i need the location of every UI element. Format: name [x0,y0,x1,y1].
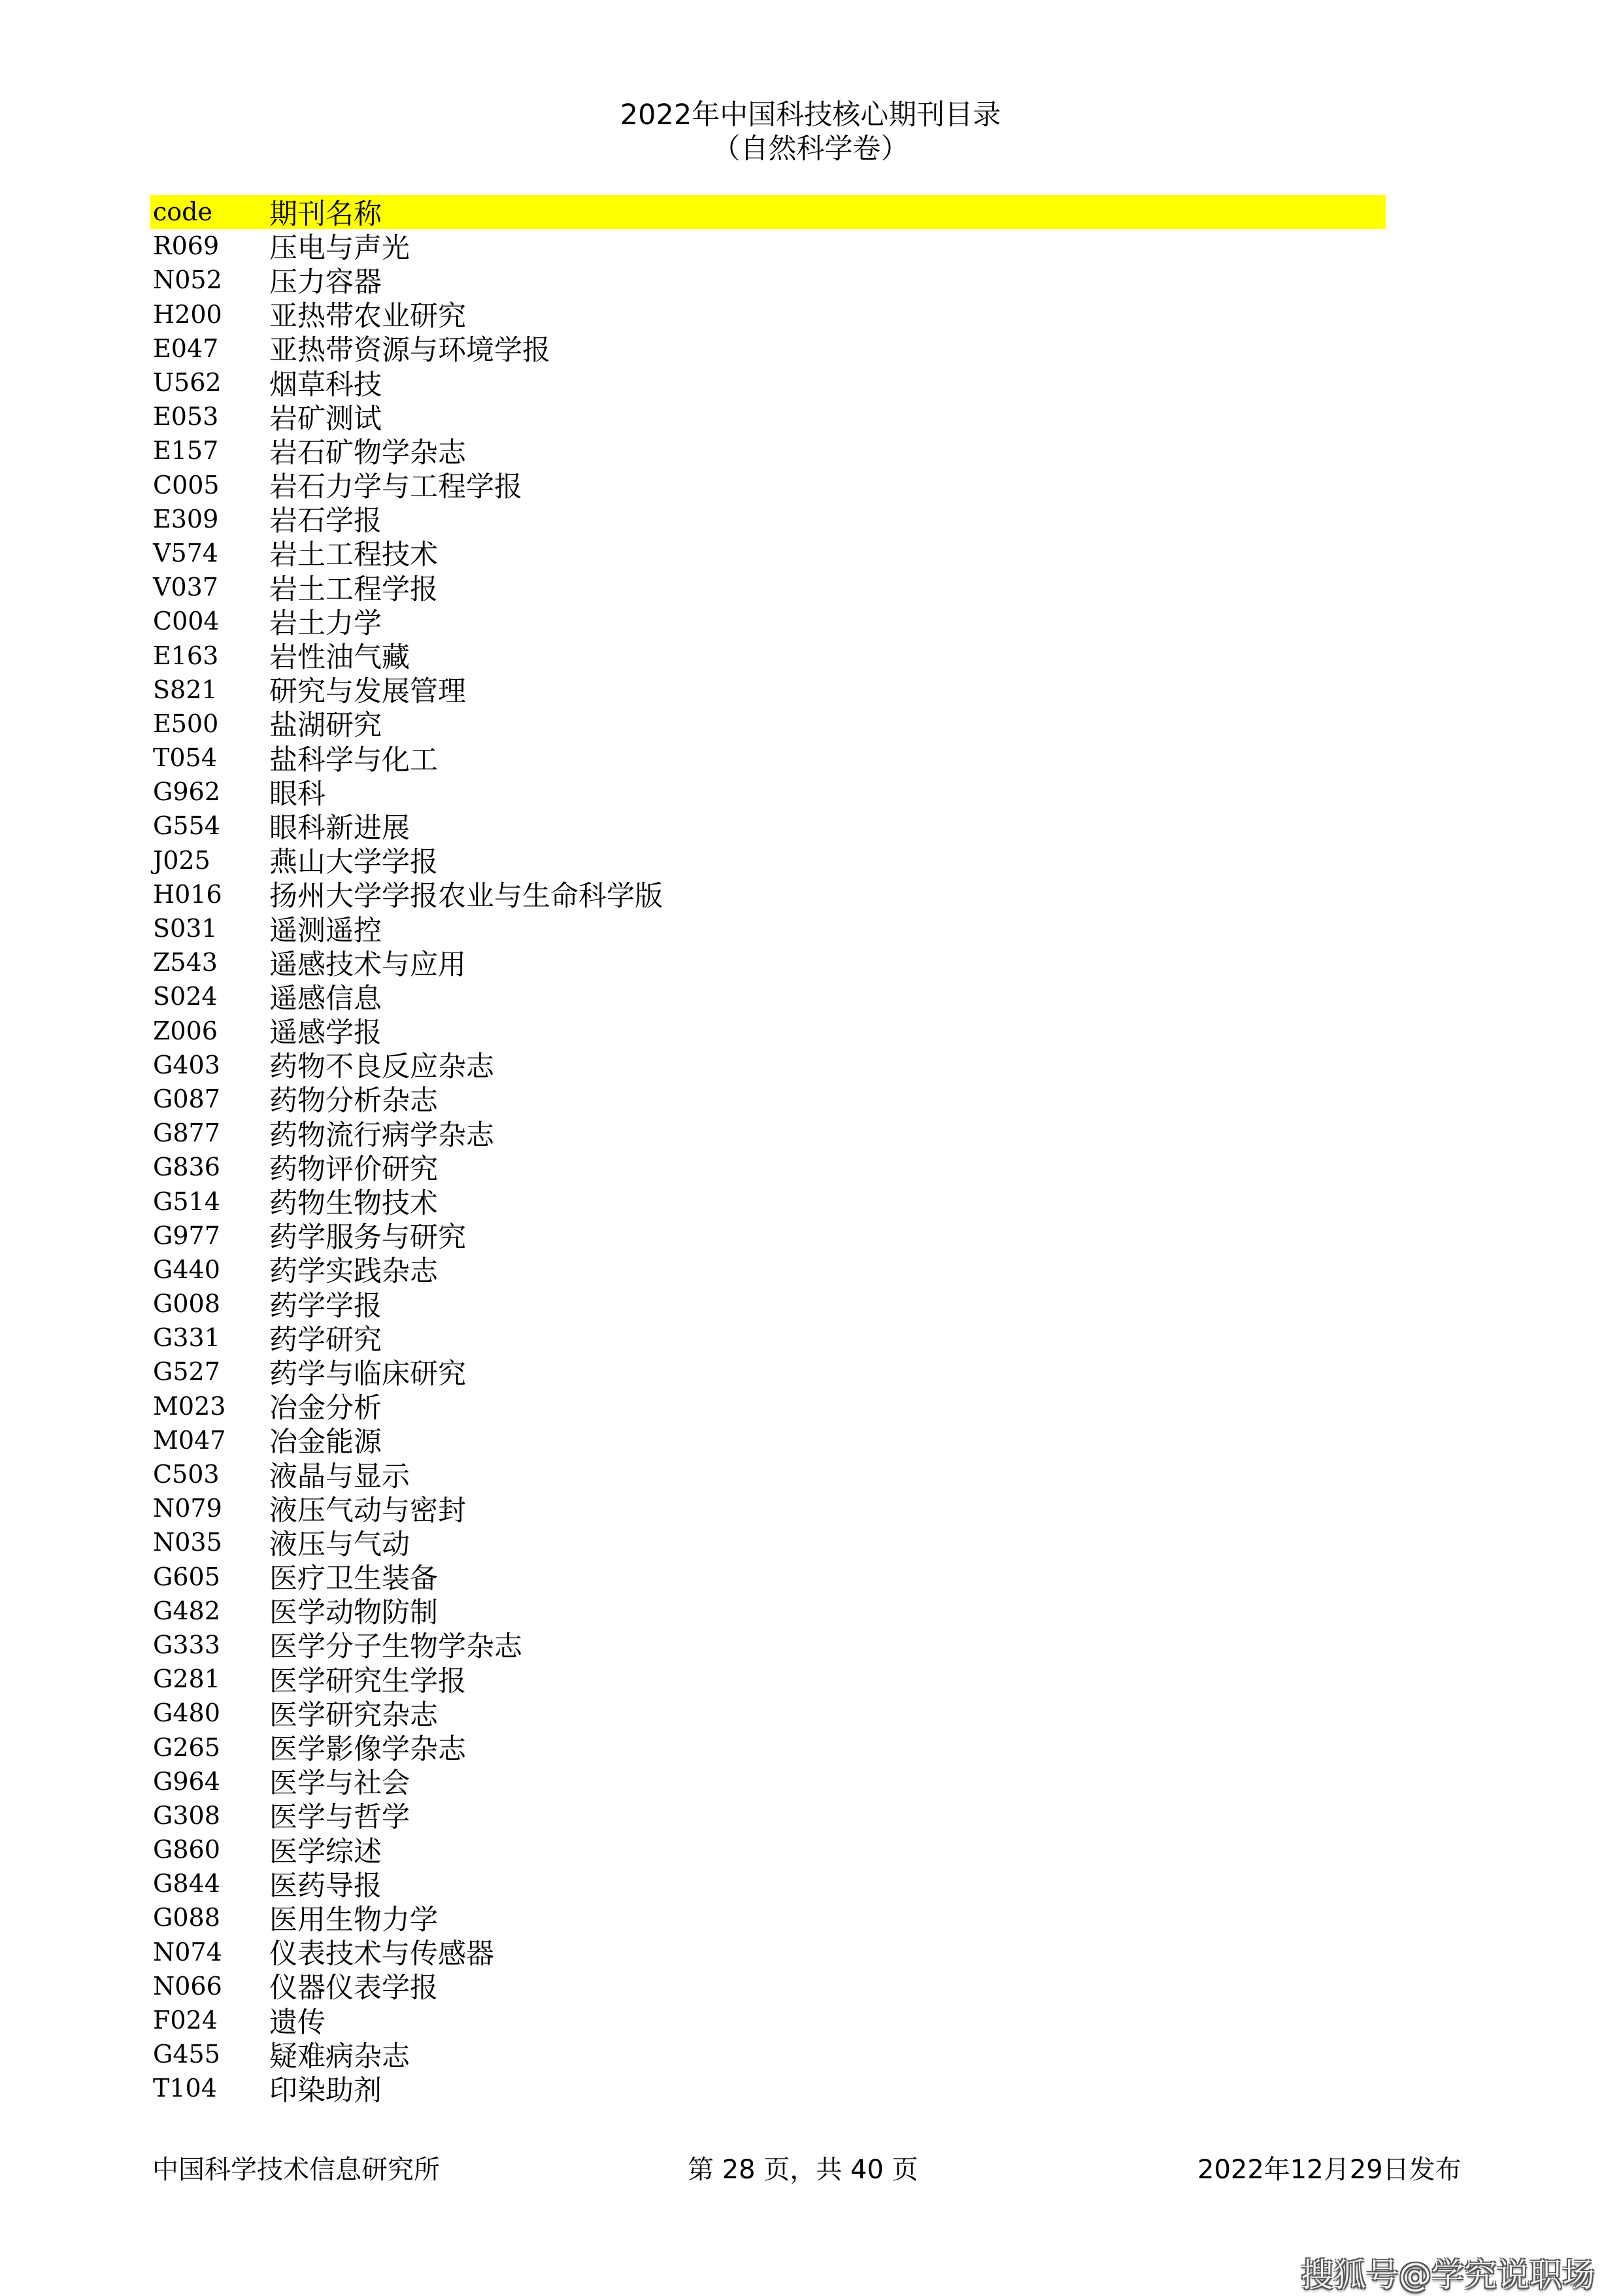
table-row [150,1764,1386,1798]
journal-name: 研究与发展管理 [269,675,466,709]
table-row [150,1900,1386,1934]
table-header-row [150,195,1386,229]
footer-release-date: 2022年12月29日发布 [1197,2155,1462,2185]
journal-name: 医学研究生学报 [269,1664,466,1698]
document-subtitle: （自然科学卷） [712,133,909,165]
journal-code: V037 [153,573,218,602]
journal-name: 医学动物防制 [269,1596,438,1630]
journal-code: N079 [153,1494,222,1523]
journal-name: 遥测遥控 [269,914,382,947]
journal-code: G482 [153,1596,220,1625]
journal-name: 盐科学与化工 [269,743,438,777]
table-row [150,536,1386,570]
journal-name: 岩矿测试 [269,402,382,435]
journal-code: G844 [153,1869,220,1899]
journal-name: 仪器仪表学报 [269,1972,438,2005]
journal-code: Z006 [153,1016,218,1045]
journal-code: G554 [153,811,220,841]
table-row [150,1253,1386,1287]
journal-name: 压电与声光 [269,231,410,265]
journal-name: 药学服务与研究 [269,1221,466,1255]
journal-code: E309 [153,504,219,533]
journal-code: F024 [153,2006,218,2035]
journal-name: 医学研究杂志 [269,1698,438,1732]
journal-name: 医学与哲学 [269,1801,410,1834]
journal-code: T054 [153,743,217,773]
table-row [150,433,1386,467]
table-row [150,877,1386,911]
watermark: 搜狐号@学究说职场 [1301,2256,1595,2294]
table-row [150,1662,1386,1696]
table-row [150,1730,1386,1764]
journal-code: G403 [153,1050,220,1079]
journal-name: 遥感信息 [269,982,382,1015]
table-row [150,365,1386,399]
table-row [150,1116,1386,1150]
table-row [150,1628,1386,1662]
journal-name: 印染助剂 [269,2074,382,2107]
table-row [150,604,1386,638]
table-body [150,229,1386,2105]
journal-name: 眼科新进展 [269,811,410,845]
journal-name: 医学与社会 [269,1767,410,1800]
journal-code: G605 [153,1562,220,1591]
footer-publisher: 中国科学技术信息研究所 [152,2155,440,2185]
table-row [150,1219,1386,1253]
journal-code: E047 [153,333,219,363]
document-title: 2022年中国科技核心期刊目录 [620,99,1001,131]
table-row [150,1150,1386,1184]
table-row [150,843,1386,877]
journal-name: 药学研究 [269,1323,382,1357]
journal-code: E157 [153,436,219,465]
journal-code: G527 [153,1357,220,1387]
journal-name: 冶金分析 [269,1392,382,1425]
journal-code: G480 [153,1698,220,1728]
journal-name: 医学综述 [269,1835,382,1868]
journal-name: 烟草科技 [269,368,382,401]
journal-code: E053 [153,402,219,431]
table-row [150,1560,1386,1594]
table-row [150,1969,1386,2003]
table-row [150,979,1386,1013]
journal-code: S031 [153,914,218,943]
journal-code: V574 [153,538,218,567]
journal-name: 燕山大学学报 [269,846,438,879]
table-row [150,297,1386,331]
journal-code: G008 [153,1289,220,1319]
journal-code: G836 [153,1153,220,1182]
table-row [150,1048,1386,1082]
journal-name: 医学影像学杂志 [269,1733,466,1766]
table-row [150,2003,1386,2037]
journal-name: 亚热带资源与环境学报 [269,334,550,367]
journal-name: 冶金能源 [269,1426,382,1459]
table-row [150,945,1386,979]
journal-name: 药物不良反应杂志 [269,1051,494,1084]
journal-code: G514 [153,1187,220,1216]
table-row [150,2071,1386,2105]
journal-code: C004 [153,607,220,636]
table-row [150,1935,1386,1969]
journal-name: 药学与临床研究 [269,1357,466,1391]
table-row [150,1832,1386,1866]
table-row [150,1355,1386,1389]
table-row [150,229,1386,263]
journal-code: N074 [153,1937,222,1967]
journal-code: R069 [153,231,220,261]
journal-name: 医疗卫生装备 [269,1562,438,1596]
table-row [150,1525,1386,1559]
journal-code: E500 [153,709,219,738]
journal-name: 药物分析杂志 [269,1085,438,1118]
table-row [150,502,1386,536]
journal-code: G962 [153,777,220,807]
journal-name: 岩土工程学报 [269,573,438,606]
table-row [150,707,1386,741]
journal-name: 岩性油气藏 [269,641,410,675]
table-row [150,638,1386,675]
journal-name: 医学分子生物学杂志 [269,1630,522,1664]
journal-code: C005 [153,470,220,499]
journal-code: N035 [153,1528,222,1557]
table-row [150,1014,1386,1048]
table-row [150,2037,1386,2071]
table-row [150,1594,1386,1628]
journal-name: 液晶与显示 [269,1460,410,1493]
journal-code: G440 [153,1255,220,1284]
journal-code: G977 [153,1221,220,1250]
journal-name: 岩土工程技术 [269,539,438,572]
journal-name: 液压与气动 [269,1528,410,1561]
journal-name: 扬州大学学报农业与生命科学版 [269,880,663,913]
journal-code: G455 [153,2040,220,2069]
journal-name: 疑难病杂志 [269,2040,410,2073]
journal-name: 医药导报 [269,1869,382,1902]
journal-name: 遥感学报 [269,1017,382,1050]
journal-name: 亚热带农业研究 [269,300,466,333]
journal-name: 仪表技术与传感器 [269,1938,494,1971]
journal-name: 盐湖研究 [269,709,382,743]
journal-name: 药学学报 [269,1289,382,1323]
journal-code: G331 [153,1323,220,1353]
journal-name: 岩石矿物学杂志 [269,436,466,469]
journal-code: T104 [153,2074,217,2103]
table-row [150,775,1386,809]
journal-code: Z543 [153,948,218,977]
journal-code: J025 [153,845,210,875]
table-row [150,1321,1386,1355]
table-row [150,911,1386,945]
journal-code: G088 [153,1903,220,1933]
journal-name: 液压气动与密封 [269,1494,466,1527]
journal-code: C503 [153,1460,220,1489]
table-row [150,1866,1386,1900]
table-row [150,1457,1386,1491]
journal-name: 岩石力学与工程学报 [269,471,522,504]
journal-code: G281 [153,1664,220,1694]
journal-code: G265 [153,1732,220,1762]
journal-name: 药学实践杂志 [269,1255,438,1289]
table-row [150,809,1386,843]
journal-table [150,195,1386,2106]
table-row [150,673,1386,707]
table-row [150,1491,1386,1525]
footer-page-number: 第 28 页，共 40 页 [688,2155,918,2185]
journal-code: G860 [153,1835,220,1865]
journal-code: G087 [153,1084,220,1113]
header-code: code [153,197,212,227]
journal-code: S821 [153,675,218,704]
table-row [150,1287,1386,1321]
table-row [150,1696,1386,1730]
table-row [150,263,1386,297]
table-row [150,1389,1386,1423]
journal-code: S024 [153,982,218,1011]
journal-name: 遗传 [269,2006,326,2039]
table-row [150,741,1386,775]
journal-code: G964 [153,1766,220,1796]
header-name: 期刊名称 [269,197,382,231]
journal-code: G333 [153,1630,220,1659]
journal-code: E163 [153,641,219,670]
table-row [150,399,1386,433]
journal-name: 岩土力学 [269,607,382,640]
journal-name: 眼科 [269,777,326,811]
journal-code: N066 [153,1971,222,2001]
table-row [150,1082,1386,1116]
journal-name: 医用生物力学 [269,1903,438,1936]
journal-code: G308 [153,1800,220,1830]
journal-code: G877 [153,1119,220,1148]
journal-code: N052 [153,265,222,295]
journal-code: M047 [153,1425,226,1455]
table-row [150,331,1386,365]
journal-code: M023 [153,1391,226,1421]
journal-name: 遥感技术与应用 [269,948,466,981]
journal-name: 药物生物技术 [269,1187,438,1221]
journal-code: H200 [153,299,222,329]
journal-name: 压力容器 [269,265,382,299]
table-row [150,570,1386,604]
table-row [150,1798,1386,1832]
table-row [150,1184,1386,1221]
journal-name: 药物评价研究 [269,1153,438,1186]
table-row [150,1423,1386,1457]
journal-name: 药物流行病学杂志 [269,1119,494,1152]
table-row [150,468,1386,502]
journal-name: 岩石学报 [269,505,382,538]
journal-code: U562 [153,368,222,397]
journal-code: H016 [153,879,222,909]
